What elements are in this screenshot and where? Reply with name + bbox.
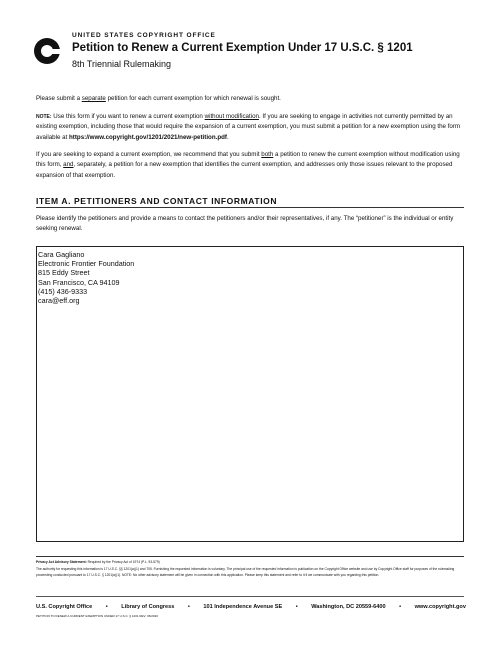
page-title: Petition to Renew a Current Exemption Under 17 U.S.C. § 1201 [72,42,413,54]
expand-paragraph: If you are seeking to expand a current exemption, we recommend that you submit both a petition to renew the current exemption without modification using this form, and, separately, a petition for a new exemption that identifies the current exemption, and addresses only those issues relevant to the proposed expansion of that exemption. [36,151,460,179]
footer-website-link[interactable]: www.copyright.gov [414,604,466,610]
footer [36,604,466,610]
footer-city: Washington, DC 20559-6400 [311,604,386,610]
contact-name: Cara Gagliano [38,250,85,259]
petitioner-contact-text [38,250,134,305]
fine-print-divider [36,556,464,557]
footer-office: U.S. Copyright Office [36,604,93,610]
new-petition-link[interactable]: https://www.copyright.gov/1201/2021/new-petition.pdf [69,133,227,141]
form-identifier: PETITION TO RENEW A CURRENT EXEMPTION UNDER 17 U.S.C. § 1201 REV: 06/2020 [36,614,158,618]
contact-phone: (415) 436-9333 [38,286,88,296]
section-divider [36,207,464,208]
privacy-act-body: The authority for requesting this information is 17 U.S.C. §§ 1201(a)(1) and 705. Furnishing the requested information is voluntary. The principal use of the requested information is publication on the Copyright Office website and use by Copyright Office staff for purposes of the rulemaking proceeding conducted pursuant to 17 U.S.C. § 1201(a)(1). NOTE: No other advisory statement will be given in connection with this application. Please keep this statement and refer to it if we communicate with you regarding this petition. [36,567,455,577]
office-name: UNITED STATES COPYRIGHT OFFICE [72,32,216,39]
footer-address: 101 Independence Avenue SE [203,604,283,610]
item-a-heading: ITEM A. PETITIONERS AND CONTACT INFORMATION [36,196,278,206]
note-paragraph: NOTE: Use this form if you want to renew a current exemption without modification. If you are seeking to engage in activities not currently permitted by an existing exemption, including those that would require the expansion of a current exemption, you must submit a petition for a new exemption using the form available at https://www.copyright.gov/1201/2021/new-petition.pdf. [36,113,461,141]
page-subtitle: 8th Triennial Rulemaking [72,59,172,69]
contact-organization: Electronic Frontier Foundation [38,259,135,269]
footer-sep: • [399,604,402,610]
copyright-office-logo-icon [34,38,60,64]
footer-sep: • [295,604,298,610]
footer-library: Library of Congress [121,604,175,610]
footer-divider [36,596,464,597]
item-a-instructions: Please identify the petitioners and provide a means to contact the petitioners and/or their representatives, if any. The “petitioner” is the individual or entity seeking renewal. [36,215,454,233]
footer-sep: • [105,604,108,610]
intro-paragraph-1: Please submit a separate petition for each current exemption for which renewal is sought. [36,95,281,102]
contact-city: San Francisco, CA 94109 [38,277,120,287]
footer-sep: • [187,604,190,610]
privacy-act-statement: Privacy Act Advisory Statement: Required by the Privacy Act of 1974 (P.L. 93-579) [36,560,160,564]
contact-street: 815 Eddy Street [38,268,90,278]
contact-email: cara@eff.org [38,296,80,306]
